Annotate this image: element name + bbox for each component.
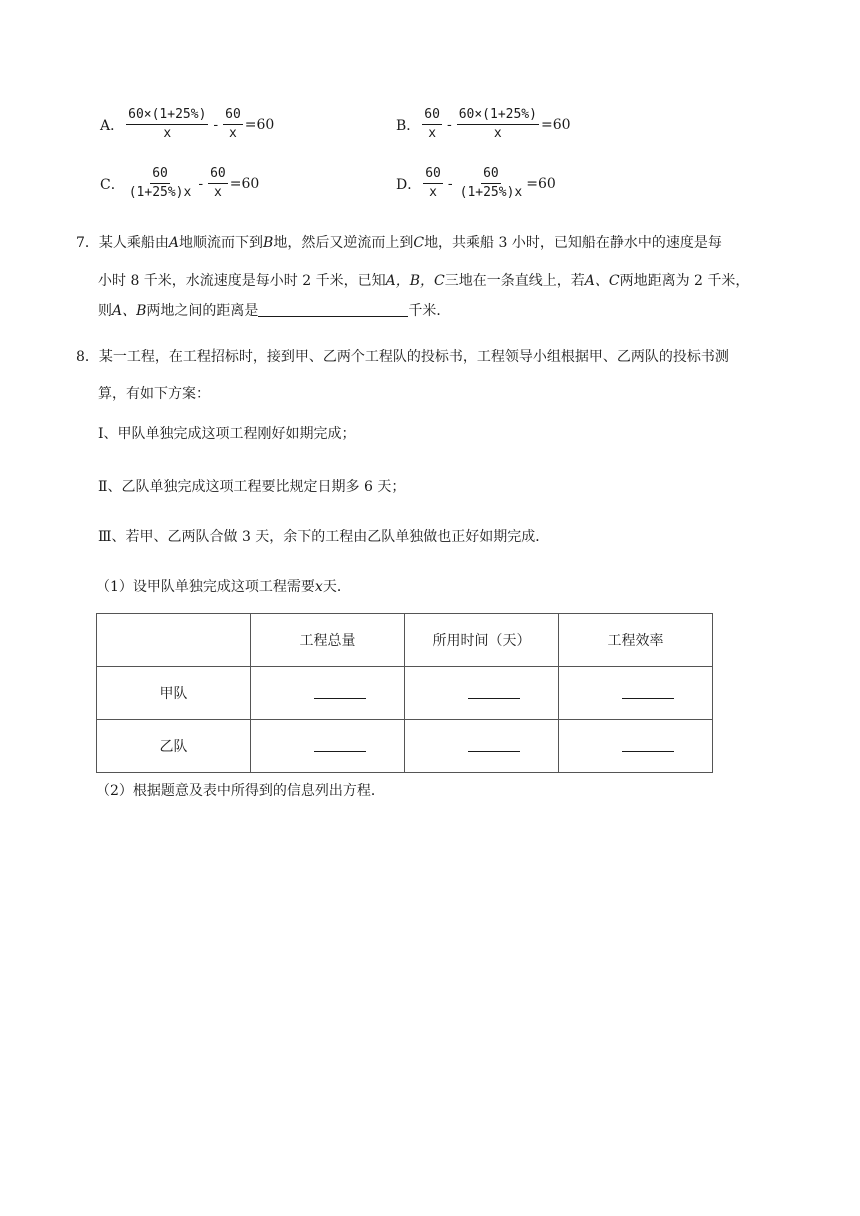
q8-line-2: 算，有如下方案： (98, 386, 210, 402)
answer-blank[interactable] (258, 302, 408, 317)
option-b: B． $\frac{60}{x}$ - $\frac{60\times(1+25\%)}{x}$ =60 (396, 107, 571, 141)
plan-1: Ⅰ、甲队单独完成这项工程刚好如期完成； (98, 426, 356, 442)
table-row (97, 720, 713, 773)
option-label: D． (396, 176, 422, 193)
answer-blank[interactable] (622, 737, 674, 752)
fraction: $\frac{60}{x}$ (210, 166, 226, 200)
table-header-cell: 所用时间（天） (405, 614, 559, 667)
table-cell[interactable] (251, 720, 405, 773)
sub-question-1: （1）设甲队单独完成这项工程需要x天． (96, 579, 351, 595)
table-cell[interactable] (251, 667, 405, 720)
option-label: B． (396, 117, 421, 134)
table-row (97, 667, 713, 720)
option-c: C． $\frac{60}{(1+25\%)x}$ - $\frac{60}{x}$ =60 (100, 166, 260, 200)
table-header-cell: 工程总量 (251, 614, 405, 667)
work-table (96, 613, 713, 773)
sub-question-2: （2）根据题意及表中所得到的信息列出方程． (96, 783, 385, 799)
fraction: $\frac{60}{x}$ (225, 107, 241, 141)
table-cell[interactable] (405, 667, 559, 720)
q7-line-2: 小时 8 千米，水流速度是每小时 2 千米，已知A，B，C三地在一条直线上，若A、C两地距离为 2 千米， (98, 273, 750, 289)
row-label: 甲队 (97, 667, 251, 720)
q7-line-3: 则A、B两地之间的距离是 千米． (98, 303, 451, 319)
option-label: A． (100, 117, 125, 134)
answer-blank[interactable] (468, 684, 520, 699)
table-header-cell: 工程效率 (559, 614, 713, 667)
row-label: 乙队 (97, 720, 251, 773)
table-cell[interactable] (559, 667, 713, 720)
fraction: $\frac{60}{(1+25\%)x}$ (459, 166, 523, 200)
table-cell[interactable] (405, 720, 559, 773)
option-a: A． $\frac{60\times(1+25\%)}{x}$ - $\frac{60}{x}$ =60 (100, 107, 275, 141)
fraction: $\frac{60\times(1+25\%)}{x}$ (458, 107, 537, 141)
fraction: $\frac{60}{x}$ (424, 107, 440, 141)
q8-line-1: 8．某一工程，在工程招标时，接到甲、乙两个工程队的投标书，工程领导小组根据甲、乙两队的投标书测 (76, 349, 729, 365)
option-d: D． $\frac{60}{x}$ - $\frac{60}{(1+25\%)x}$ =60 (396, 166, 556, 200)
answer-blank[interactable] (468, 737, 520, 752)
answer-blank[interactable] (622, 684, 674, 699)
q7-line-1: 7．某人乘船由A地顺流而下到B地，然后又逆流而上到C地，共乘船 3 小时，已知船在静水中的速度是每 (76, 235, 722, 251)
answer-blank[interactable] (314, 684, 366, 699)
plan-3: Ⅲ、若甲、乙两队合做 3 天，余下的工程由乙队单独做也正好如期完成． (98, 529, 550, 545)
fraction: $\frac{60\times(1+25\%)}{x}$ (128, 107, 207, 141)
plan-2: Ⅱ、乙队单独完成这项工程要比规定日期多 6 天； (98, 479, 406, 495)
question-number: 7． (76, 235, 99, 251)
option-label: C． (100, 176, 125, 193)
fraction: $\frac{60}{x}$ (425, 166, 441, 200)
table-cell[interactable] (559, 720, 713, 773)
answer-blank[interactable] (314, 737, 366, 752)
fraction: $\frac{60}{(1+25\%)x}$ (128, 166, 192, 200)
question-number: 8． (76, 349, 99, 365)
table-header-cell (97, 614, 251, 667)
table-header-row (97, 614, 713, 667)
